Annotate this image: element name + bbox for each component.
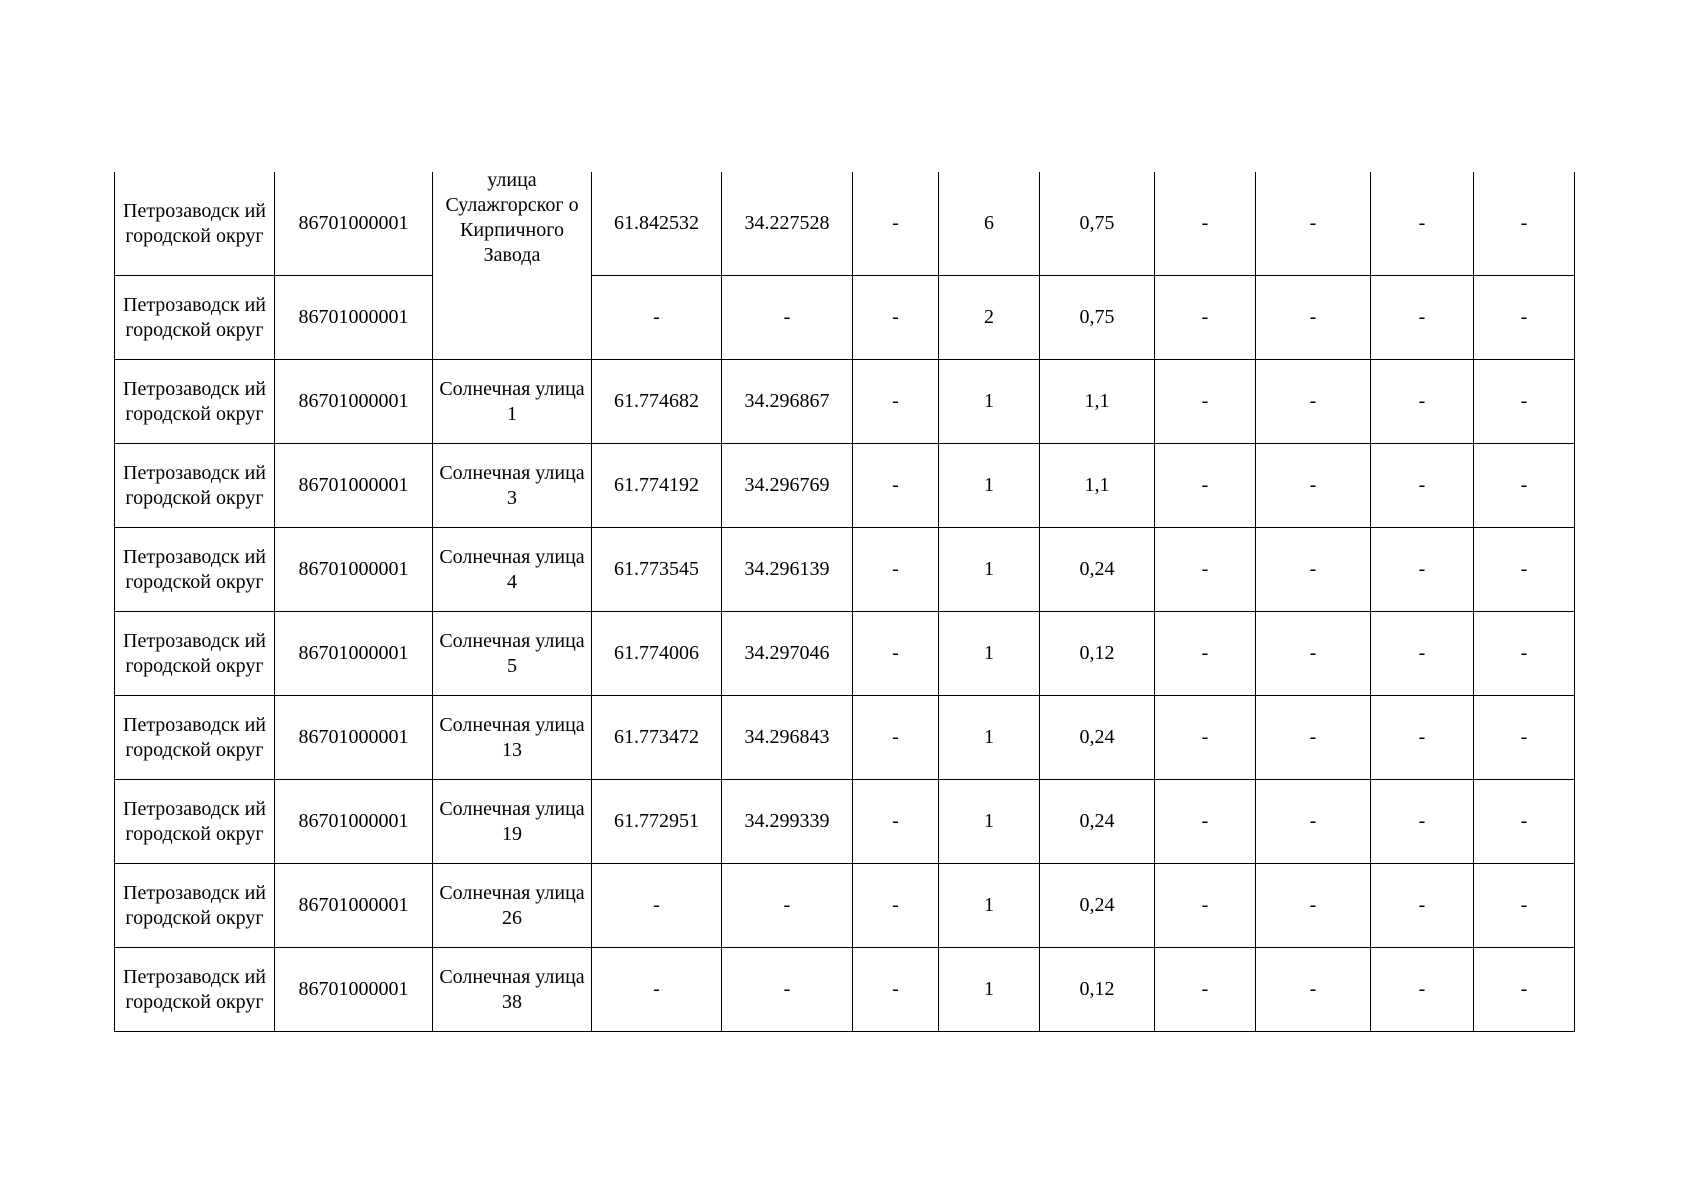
municipality-cell: Петрозаводск ий городской округ (115, 360, 275, 444)
column-11-cell: - (1371, 360, 1474, 444)
column-12-cell: - (1474, 864, 1575, 948)
container-count-cell: 1 (939, 444, 1040, 528)
municipality-cell: Петрозаводск ий городской округ (115, 864, 275, 948)
container-count-cell: 6 (939, 172, 1040, 276)
table-row (115, 948, 1575, 1032)
column-12-cell: - (1474, 780, 1575, 864)
latitude-cell: - (592, 864, 722, 948)
column-11-cell: - (1371, 780, 1474, 864)
column-12-cell: - (1474, 360, 1575, 444)
column-9-cell: - (1155, 528, 1256, 612)
column-9-cell: - (1155, 696, 1256, 780)
longitude-cell: - (722, 276, 853, 360)
municipality-cell: Петрозаводск ий городской округ (115, 172, 275, 276)
column-9-cell: - (1155, 780, 1256, 864)
column-12-cell: - (1474, 444, 1575, 528)
table-row (115, 444, 1575, 528)
longitude-cell: 34.296769 (722, 444, 853, 528)
column-6-cell: - (853, 612, 939, 696)
oktmo-cell: 86701000001 (275, 948, 433, 1032)
address-cell: Солнечная улица 5 (433, 612, 592, 696)
address-cell: Солнечная улица 3 (433, 444, 592, 528)
column-10-cell: - (1256, 528, 1371, 612)
column-9-cell: - (1155, 864, 1256, 948)
column-12-cell: - (1474, 528, 1575, 612)
container-volume-cell: 0,75 (1040, 276, 1155, 360)
column-11-cell: - (1371, 864, 1474, 948)
table-row (115, 780, 1575, 864)
column-11-cell: - (1371, 696, 1474, 780)
column-6-cell: - (853, 696, 939, 780)
address-cell: Солнечная улица 13 (433, 696, 592, 780)
column-10-cell: - (1256, 444, 1371, 528)
column-6-cell: - (853, 360, 939, 444)
table-row (115, 360, 1575, 444)
table-row (115, 276, 1575, 360)
latitude-cell: - (592, 948, 722, 1032)
column-6-cell: - (853, 948, 939, 1032)
column-9-cell: - (1155, 444, 1256, 528)
oktmo-cell: 86701000001 (275, 864, 433, 948)
latitude-cell: 61.774006 (592, 612, 722, 696)
latitude-cell: 61.773545 (592, 528, 722, 612)
column-10-cell: - (1256, 948, 1371, 1032)
column-12-cell: - (1474, 948, 1575, 1032)
container-volume-cell: 1,1 (1040, 360, 1155, 444)
container-volume-cell: 0,24 (1040, 864, 1155, 948)
longitude-cell: 34.296139 (722, 528, 853, 612)
column-6-cell: - (853, 528, 939, 612)
oktmo-cell: 86701000001 (275, 612, 433, 696)
latitude-cell: 61.774192 (592, 444, 722, 528)
column-10-cell: - (1256, 696, 1371, 780)
table-row (115, 864, 1575, 948)
column-11-cell: - (1371, 172, 1474, 276)
municipality-cell: Петрозаводск ий городской округ (115, 276, 275, 360)
container-count-cell: 1 (939, 948, 1040, 1032)
municipality-cell: Петрозаводск ий городской округ (115, 612, 275, 696)
container-count-cell: 1 (939, 780, 1040, 864)
column-10-cell: - (1256, 276, 1371, 360)
container-count-cell: 1 (939, 612, 1040, 696)
container-volume-cell: 0,12 (1040, 948, 1155, 1032)
container-volume-cell: 0,24 (1040, 780, 1155, 864)
container-volume-cell: 0,24 (1040, 528, 1155, 612)
column-10-cell: - (1256, 780, 1371, 864)
container-count-cell: 1 (939, 864, 1040, 948)
column-11-cell: - (1371, 612, 1474, 696)
column-9-cell: - (1155, 612, 1256, 696)
oktmo-cell: 86701000001 (275, 360, 433, 444)
container-volume-cell: 0,12 (1040, 612, 1155, 696)
address-cell: Солнечная улица 4 (433, 528, 592, 612)
column-6-cell: - (853, 276, 939, 360)
address-cell: Солнечная улица 38 (433, 948, 592, 1032)
column-11-cell: - (1371, 948, 1474, 1032)
table-row (115, 612, 1575, 696)
column-9-cell: - (1155, 360, 1256, 444)
column-12-cell: - (1474, 172, 1575, 276)
table-row (115, 696, 1575, 780)
municipality-cell: Петрозаводск ий городской округ (115, 948, 275, 1032)
column-9-cell: - (1155, 172, 1256, 276)
column-6-cell: - (853, 864, 939, 948)
municipality-cell: Петрозаводск ий городской округ (115, 696, 275, 780)
longitude-cell: - (722, 864, 853, 948)
oktmo-cell: 86701000001 (275, 528, 433, 612)
longitude-cell: 34.227528 (722, 172, 853, 276)
column-10-cell: - (1256, 864, 1371, 948)
container-volume-cell: 1,1 (1040, 444, 1155, 528)
column-6-cell: - (853, 780, 939, 864)
container-count-cell: 1 (939, 528, 1040, 612)
table-row (115, 172, 1575, 276)
container-volume-cell: 0,75 (1040, 172, 1155, 276)
column-10-cell: - (1256, 360, 1371, 444)
latitude-cell: - (592, 276, 722, 360)
longitude-cell: 34.296843 (722, 696, 853, 780)
column-12-cell: - (1474, 276, 1575, 360)
column-9-cell: - (1155, 948, 1256, 1032)
municipality-cell: Петрозаводск ий городской округ (115, 444, 275, 528)
oktmo-cell: 86701000001 (275, 276, 433, 360)
column-9-cell: - (1155, 276, 1256, 360)
table-row (115, 528, 1575, 612)
column-10-cell: - (1256, 172, 1371, 276)
longitude-cell: - (722, 948, 853, 1032)
municipality-cell: Петрозаводск ий городской округ (115, 528, 275, 612)
longitude-cell: 34.296867 (722, 360, 853, 444)
address-cell: Солнечная улица 26 (433, 864, 592, 948)
address-text: улица Сулажгорског о Кирпичного Завода (445, 172, 579, 266)
container-count-cell: 2 (939, 276, 1040, 360)
oktmo-cell: 86701000001 (275, 696, 433, 780)
oktmo-cell: 86701000001 (275, 444, 433, 528)
address-cell: Солнечная улица 19 (433, 780, 592, 864)
latitude-cell: 61.774682 (592, 360, 722, 444)
column-6-cell: - (853, 172, 939, 276)
column-11-cell: - (1371, 276, 1474, 360)
column-11-cell: - (1371, 528, 1474, 612)
longitude-cell: 34.299339 (722, 780, 853, 864)
container-count-cell: 1 (939, 696, 1040, 780)
document-page (114, 172, 1575, 1032)
column-10-cell: - (1256, 612, 1371, 696)
column-11-cell: - (1371, 444, 1474, 528)
column-12-cell: - (1474, 696, 1575, 780)
oktmo-cell: 86701000001 (275, 172, 433, 276)
address-cell: Солнечная улица 1 (433, 360, 592, 444)
container-volume-cell: 0,24 (1040, 696, 1155, 780)
municipality-cell: Петрозаводск ий городской округ (115, 780, 275, 864)
oktmo-cell: 86701000001 (275, 780, 433, 864)
latitude-cell: 61.773472 (592, 696, 722, 780)
container-count-cell: 1 (939, 360, 1040, 444)
latitude-cell: 61.842532 (592, 172, 722, 276)
latitude-cell: 61.772951 (592, 780, 722, 864)
column-6-cell: - (853, 444, 939, 528)
longitude-cell: 34.297046 (722, 612, 853, 696)
column-12-cell: - (1474, 612, 1575, 696)
container-sites-table (114, 172, 1575, 1032)
address-cell (433, 172, 592, 360)
